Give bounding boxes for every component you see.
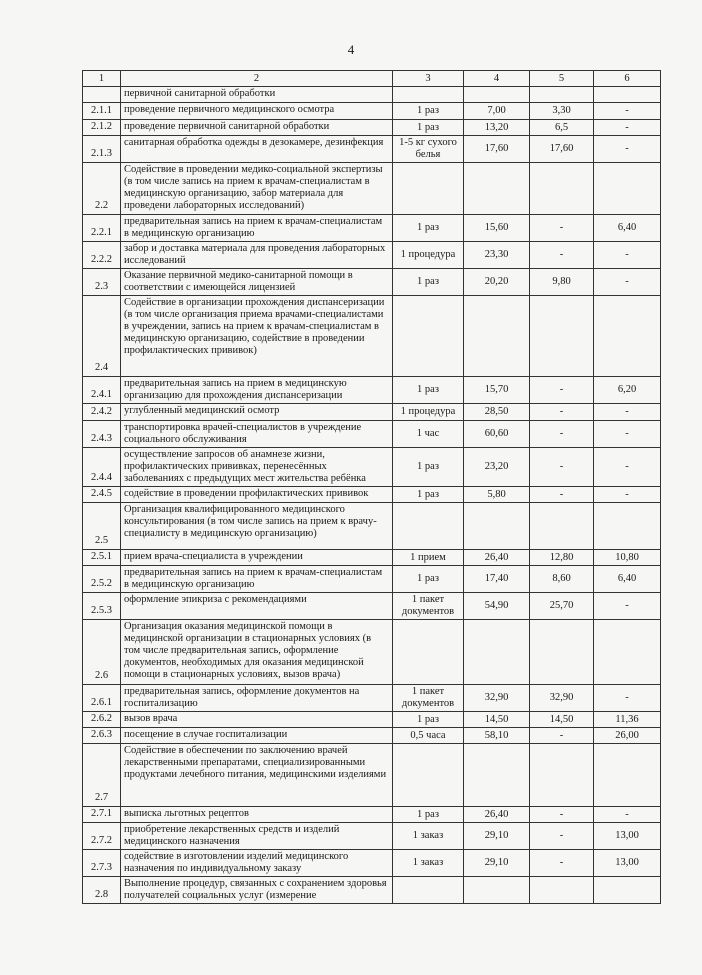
item-number-cell: 2.2 bbox=[83, 163, 121, 215]
price-column-5-cell: 9,80 bbox=[530, 269, 594, 296]
service-description-cell: предварительная запись на прием в медицинскую организацию для прохождения диспансеризации bbox=[121, 377, 393, 404]
item-number-cell bbox=[83, 87, 121, 103]
unit-cell: 1 раз bbox=[393, 566, 464, 593]
service-description-cell: санитарная обработка одежды в дезокамере, дезинфекция bbox=[121, 136, 393, 163]
item-number-cell: 2.2.1 bbox=[83, 215, 121, 242]
table-header-row bbox=[83, 71, 661, 87]
table-row bbox=[83, 712, 661, 728]
price-column-5-cell: - bbox=[530, 728, 594, 744]
price-column-6-cell: - bbox=[594, 421, 661, 448]
item-number-cell: 2.6.3 bbox=[83, 728, 121, 744]
price-column-4-cell bbox=[464, 87, 530, 103]
header-cell: 4 bbox=[464, 71, 530, 87]
price-column-5-cell: 25,70 bbox=[530, 593, 594, 620]
table-row bbox=[83, 503, 661, 550]
unit-cell: 1 заказ bbox=[393, 823, 464, 850]
price-column-4-cell bbox=[464, 744, 530, 807]
item-number-cell: 2.5 bbox=[83, 503, 121, 550]
item-number-cell: 2.6.2 bbox=[83, 712, 121, 728]
unit-cell: 1 прием bbox=[393, 550, 464, 566]
table-row bbox=[83, 296, 661, 377]
price-column-6-cell: 11,36 bbox=[594, 712, 661, 728]
price-column-4-cell: 13,20 bbox=[464, 120, 530, 136]
price-column-6-cell bbox=[594, 163, 661, 215]
price-column-4-cell: 20,20 bbox=[464, 269, 530, 296]
price-column-6-cell: - bbox=[594, 120, 661, 136]
service-description-cell: посещение в случае госпитализации bbox=[121, 728, 393, 744]
price-column-5-cell bbox=[530, 744, 594, 807]
unit-cell bbox=[393, 620, 464, 685]
price-column-5-cell bbox=[530, 296, 594, 377]
item-number-cell: 2.4.5 bbox=[83, 487, 121, 503]
unit-cell: 1 раз bbox=[393, 120, 464, 136]
table-row bbox=[83, 421, 661, 448]
price-column-5-cell: - bbox=[530, 850, 594, 877]
item-number-cell: 2.5.2 bbox=[83, 566, 121, 593]
price-column-5-cell: 32,90 bbox=[530, 685, 594, 712]
table-row bbox=[83, 87, 661, 103]
service-description-cell: Содействие в организации прохождения диспансеризации (в том числе организация приема врачами-специалистами в учреждении, запись на прием к врачам-специалистам в медицинскую организацию, содействие в проведении профилактических прививок) bbox=[121, 296, 393, 377]
price-column-4-cell: 5,80 bbox=[464, 487, 530, 503]
unit-cell: 1 раз bbox=[393, 487, 464, 503]
price-column-5-cell: - bbox=[530, 377, 594, 404]
service-description-cell: Выполнение процедур, связанных с сохранением здоровья получателей социальных услуг (измерение bbox=[121, 877, 393, 904]
table-row bbox=[83, 550, 661, 566]
price-column-4-cell: 15,70 bbox=[464, 377, 530, 404]
header-cell: 5 bbox=[530, 71, 594, 87]
price-column-6-cell bbox=[594, 503, 661, 550]
item-number-cell: 2.5.1 bbox=[83, 550, 121, 566]
price-column-4-cell: 26,40 bbox=[464, 550, 530, 566]
price-column-4-cell: 23,30 bbox=[464, 242, 530, 269]
table-row bbox=[83, 215, 661, 242]
item-number-cell: 2.4.4 bbox=[83, 448, 121, 487]
table-row bbox=[83, 877, 661, 904]
table-row bbox=[83, 404, 661, 421]
unit-cell: 1 раз bbox=[393, 269, 464, 296]
price-column-6-cell bbox=[594, 744, 661, 807]
price-column-5-cell: 17,60 bbox=[530, 136, 594, 163]
service-description-cell: проведение первичной санитарной обработки bbox=[121, 120, 393, 136]
table-row bbox=[83, 593, 661, 620]
unit-cell bbox=[393, 744, 464, 807]
price-column-5-cell: - bbox=[530, 823, 594, 850]
service-description-cell: Содействие в проведении медико-социальной экспертизы (в том числе запись на прием к врачам-специалистам в медицинскую организацию, забор материала для проведени лабораторных исследований) bbox=[121, 163, 393, 215]
price-column-6-cell: - bbox=[594, 136, 661, 163]
price-column-5-cell: - bbox=[530, 404, 594, 421]
item-number-cell: 2.6.1 bbox=[83, 685, 121, 712]
price-column-6-cell: 10,80 bbox=[594, 550, 661, 566]
unit-cell bbox=[393, 296, 464, 377]
price-column-5-cell: 12,80 bbox=[530, 550, 594, 566]
item-number-cell: 2.7.1 bbox=[83, 807, 121, 823]
header-cell: 1 bbox=[83, 71, 121, 87]
unit-cell: 1 пакет документов bbox=[393, 685, 464, 712]
price-column-4-cell: 58,10 bbox=[464, 728, 530, 744]
unit-cell bbox=[393, 163, 464, 215]
service-description-cell: предварительная запись на прием к врачам-специалистам в медицинскую организацию bbox=[121, 215, 393, 242]
price-column-5-cell: 14,50 bbox=[530, 712, 594, 728]
price-column-4-cell bbox=[464, 877, 530, 904]
price-column-6-cell: - bbox=[594, 593, 661, 620]
table-row bbox=[83, 850, 661, 877]
service-description-cell: проведение первичного медицинского осмотра bbox=[121, 103, 393, 120]
price-column-5-cell bbox=[530, 503, 594, 550]
price-column-4-cell: 17,60 bbox=[464, 136, 530, 163]
unit-cell: 1 раз bbox=[393, 377, 464, 404]
price-column-5-cell bbox=[530, 87, 594, 103]
item-number-cell: 2.1.1 bbox=[83, 103, 121, 120]
price-column-4-cell: 60,60 bbox=[464, 421, 530, 448]
price-column-4-cell bbox=[464, 163, 530, 215]
price-column-6-cell: - bbox=[594, 448, 661, 487]
price-column-6-cell: - bbox=[594, 807, 661, 823]
item-number-cell: 2.8 bbox=[83, 877, 121, 904]
price-column-5-cell: - bbox=[530, 807, 594, 823]
unit-cell: 1 раз bbox=[393, 103, 464, 120]
price-column-4-cell: 32,90 bbox=[464, 685, 530, 712]
price-column-5-cell: - bbox=[530, 215, 594, 242]
price-column-6-cell: 13,00 bbox=[594, 850, 661, 877]
table-row bbox=[83, 448, 661, 487]
price-column-4-cell: 29,10 bbox=[464, 850, 530, 877]
price-column-4-cell bbox=[464, 620, 530, 685]
unit-cell: 1 раз bbox=[393, 448, 464, 487]
unit-cell: 1 процедура bbox=[393, 242, 464, 269]
price-column-4-cell: 26,40 bbox=[464, 807, 530, 823]
unit-cell bbox=[393, 87, 464, 103]
tariff-table bbox=[82, 70, 661, 904]
table-row bbox=[83, 744, 661, 807]
item-number-cell: 2.2.2 bbox=[83, 242, 121, 269]
unit-cell: 1 раз bbox=[393, 215, 464, 242]
item-number-cell: 2.1.3 bbox=[83, 136, 121, 163]
price-column-4-cell: 15,60 bbox=[464, 215, 530, 242]
item-number-cell: 2.1.2 bbox=[83, 120, 121, 136]
price-column-5-cell: - bbox=[530, 448, 594, 487]
price-column-6-cell: - bbox=[594, 487, 661, 503]
service-description-cell: Оказание первичной медико-санитарной помощи в соответствии с имеющейся лицензией bbox=[121, 269, 393, 296]
price-column-6-cell bbox=[594, 877, 661, 904]
item-number-cell: 2.4.1 bbox=[83, 377, 121, 404]
header-cell: 6 bbox=[594, 71, 661, 87]
item-number-cell: 2.3 bbox=[83, 269, 121, 296]
price-column-4-cell bbox=[464, 503, 530, 550]
table-row bbox=[83, 120, 661, 136]
service-description-cell: приобретение лекарственных средств и изделий медицинского назначения bbox=[121, 823, 393, 850]
price-column-6-cell: 13,00 bbox=[594, 823, 661, 850]
price-column-6-cell bbox=[594, 87, 661, 103]
item-number-cell: 2.7.3 bbox=[83, 850, 121, 877]
price-column-6-cell: 6,40 bbox=[594, 566, 661, 593]
service-description-cell: Организация квалифицированного медицинского консультирования (в том числе запись на прием к врачу-специалисту в медицинскую организацию) bbox=[121, 503, 393, 550]
service-description-cell: предварительная запись, оформление документов на госпитализацию bbox=[121, 685, 393, 712]
unit-cell: 1-5 кг сухого белья bbox=[393, 136, 464, 163]
price-column-4-cell: 14,50 bbox=[464, 712, 530, 728]
price-column-4-cell: 29,10 bbox=[464, 823, 530, 850]
item-number-cell: 2.6 bbox=[83, 620, 121, 685]
unit-cell: 1 процедура bbox=[393, 404, 464, 421]
item-number-cell: 2.4 bbox=[83, 296, 121, 377]
service-description-cell: осуществление запросов об анамнезе жизни, профилактических прививках, перенесённых заболеваниях с предыдущих мест жительства ребёнка bbox=[121, 448, 393, 487]
item-number-cell: 2.7 bbox=[83, 744, 121, 807]
price-column-5-cell: - bbox=[530, 421, 594, 448]
price-column-4-cell: 23,20 bbox=[464, 448, 530, 487]
service-description-cell: прием врача-специалиста в учреждении bbox=[121, 550, 393, 566]
price-column-6-cell bbox=[594, 296, 661, 377]
price-column-6-cell bbox=[594, 620, 661, 685]
table-row bbox=[83, 487, 661, 503]
service-description-cell: содействие в проведении профилактических прививок bbox=[121, 487, 393, 503]
price-column-4-cell bbox=[464, 296, 530, 377]
price-column-5-cell bbox=[530, 877, 594, 904]
service-description-cell: оформление эпикриза с рекомендациями bbox=[121, 593, 393, 620]
price-column-5-cell bbox=[530, 163, 594, 215]
price-column-6-cell: - bbox=[594, 685, 661, 712]
price-column-4-cell: 17,40 bbox=[464, 566, 530, 593]
price-column-5-cell: - bbox=[530, 487, 594, 503]
table-row bbox=[83, 377, 661, 404]
table-row bbox=[83, 103, 661, 120]
service-description-cell: Организация оказания медицинской помощи в медицинской организации в стационарных условиях (в том числе предварительная запись, оформление документов, необходимых для оказания медицинской помощи в стационарных условиях, вызов врача) bbox=[121, 620, 393, 685]
unit-cell: 1 раз bbox=[393, 807, 464, 823]
price-column-6-cell: - bbox=[594, 103, 661, 120]
table-row bbox=[83, 242, 661, 269]
table-row bbox=[83, 269, 661, 296]
price-column-6-cell: 26,00 bbox=[594, 728, 661, 744]
price-column-5-cell: - bbox=[530, 242, 594, 269]
price-column-4-cell: 54,90 bbox=[464, 593, 530, 620]
unit-cell bbox=[393, 877, 464, 904]
unit-cell bbox=[393, 503, 464, 550]
price-column-5-cell: 8,60 bbox=[530, 566, 594, 593]
price-column-5-cell bbox=[530, 620, 594, 685]
price-column-6-cell: 6,40 bbox=[594, 215, 661, 242]
price-column-4-cell: 7,00 bbox=[464, 103, 530, 120]
item-number-cell: 2.5.3 bbox=[83, 593, 121, 620]
service-description-cell: содействие в изготовлении изделий медицинского назначения по индивидуальному заказу bbox=[121, 850, 393, 877]
service-description-cell: выписка льготных рецептов bbox=[121, 807, 393, 823]
unit-cell: 1 заказ bbox=[393, 850, 464, 877]
service-description-cell: углубленный медицинский осмотр bbox=[121, 404, 393, 421]
table-row bbox=[83, 807, 661, 823]
service-description-cell: предварительная запись на прием к врачам-специалистам в медицинскую организацию bbox=[121, 566, 393, 593]
price-column-6-cell: 6,20 bbox=[594, 377, 661, 404]
unit-cell: 1 пакет документов bbox=[393, 593, 464, 620]
table-row bbox=[83, 728, 661, 744]
price-column-4-cell: 28,50 bbox=[464, 404, 530, 421]
item-number-cell: 2.4.3 bbox=[83, 421, 121, 448]
service-description-cell: вызов врача bbox=[121, 712, 393, 728]
header-cell: 2 bbox=[121, 71, 393, 87]
price-column-6-cell: - bbox=[594, 242, 661, 269]
unit-cell: 1 раз bbox=[393, 712, 464, 728]
price-column-5-cell: 6,5 bbox=[530, 120, 594, 136]
table-row bbox=[83, 136, 661, 163]
service-description-cell: Содействие в обеспечении по заключению врачей лекарственными препаратами, специализированными продуктами лечебного питания, медицинскими изделиями bbox=[121, 744, 393, 807]
item-number-cell: 2.7.2 bbox=[83, 823, 121, 850]
table-row bbox=[83, 685, 661, 712]
table-row bbox=[83, 163, 661, 215]
price-column-5-cell: 3,30 bbox=[530, 103, 594, 120]
service-description-cell: первичной санитарной обработки bbox=[121, 87, 393, 103]
table-row bbox=[83, 620, 661, 685]
table-row bbox=[83, 823, 661, 850]
price-column-6-cell: - bbox=[594, 404, 661, 421]
table-row bbox=[83, 566, 661, 593]
unit-cell: 1 час bbox=[393, 421, 464, 448]
header-cell: 3 bbox=[393, 71, 464, 87]
page-number: 4 bbox=[347, 42, 355, 57]
item-number-cell: 2.4.2 bbox=[83, 404, 121, 421]
price-column-6-cell: - bbox=[594, 269, 661, 296]
service-description-cell: забор и доставка материала для проведения лабораторных исследований bbox=[121, 242, 393, 269]
unit-cell: 0,5 часа bbox=[393, 728, 464, 744]
service-description-cell: транспортировка врачей-специалистов в учреждение социального обслуживания bbox=[121, 421, 393, 448]
